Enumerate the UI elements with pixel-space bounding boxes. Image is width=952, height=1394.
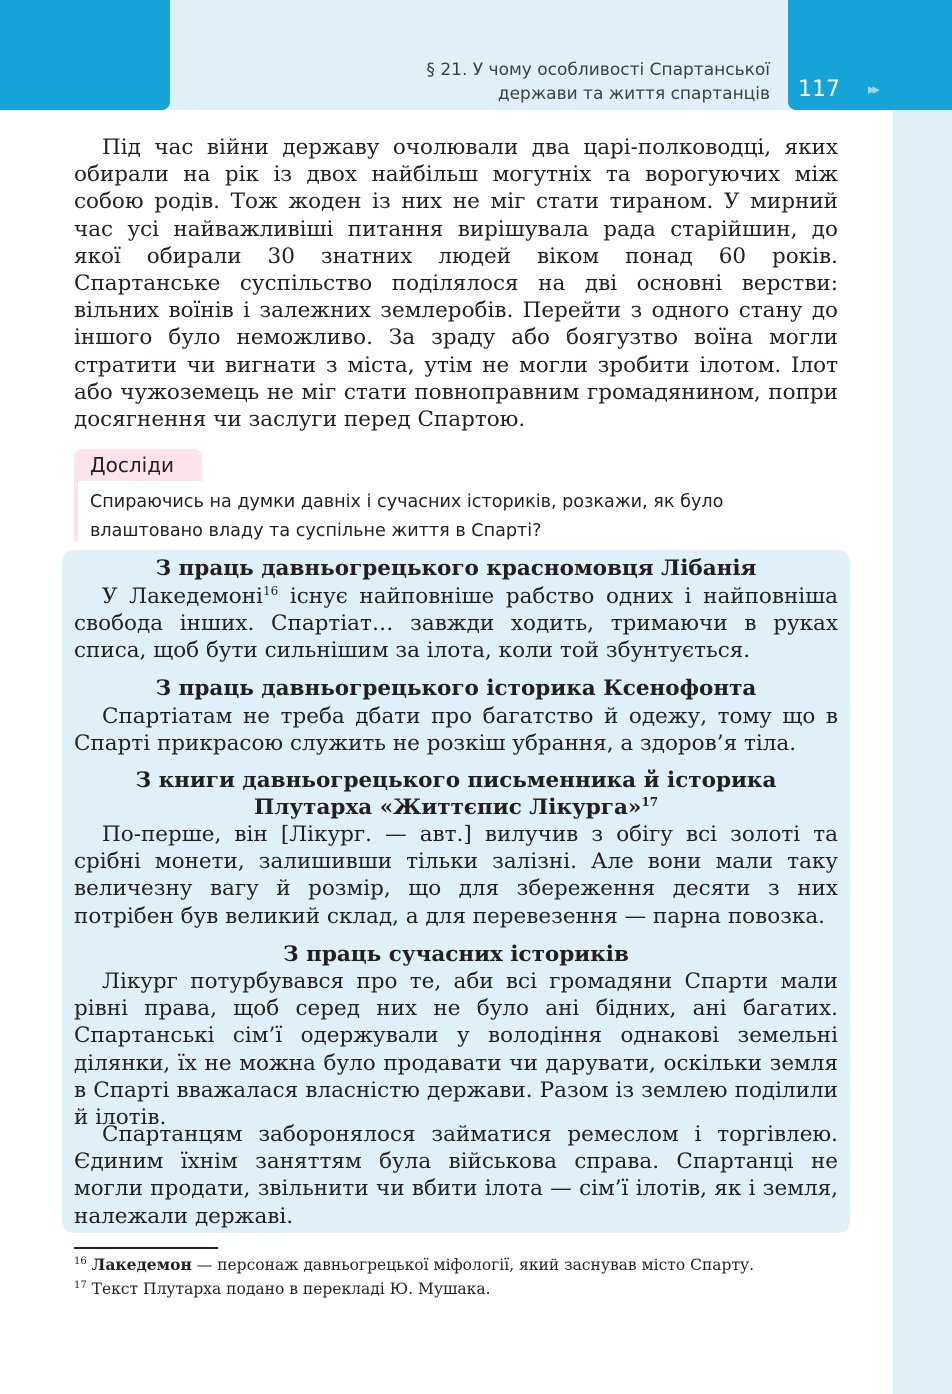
footnote-16-text: — персонаж давньогрецької міфології, який заснував місто Спарту.	[191, 1256, 755, 1274]
plutarch-heading-line2: Плутарха «Життєпис Лікурга»	[253, 795, 642, 820]
libanius-text-end: існує найповніше рабство одних і найповніша свобода інших. Спартіат… завжди ходить, тримаючи в руках списа, щоб бути сильнішим за ілота, коли той збунтується.	[74, 584, 838, 664]
explore-question: Спираючись на думки давніх і сучасних істориків, розкажи, як було влаштовано владу та суспільне життя в Спарті?	[90, 492, 724, 541]
footnote-ref-16[interactable]: 16	[262, 583, 279, 598]
source-heading-plutarch	[74, 767, 838, 821]
next-page-arrows-icon[interactable]: ▸▸	[868, 80, 878, 98]
modern-text-1: Лікург потурбувався про те, аби всі громадяни Спарти мали рівні права, щоб серед них не було ані бідних, ані багатих. Спартанські сім’ї одержували у володіння однакові земельні ділянки, їх не можна було продавати чи дарувати, оскільки земля в Спарті вважалася власністю держави. Разом із землею поділили й ілотів.	[74, 969, 838, 1131]
footnote-ref-17[interactable]: 17	[641, 794, 659, 809]
explore-side-bar	[74, 481, 78, 541]
source-text-libanius	[74, 583, 838, 665]
intro-paragraph	[74, 134, 838, 433]
xenophon-text: Спартіатам не треба дбати про багатство й одежу, тому що в Спарті прикрасою служить не розкіш убрання, а здоров’я тіла.	[74, 704, 838, 757]
explore-label: Досліди	[90, 453, 175, 477]
footnote-16-number: 16	[74, 1255, 87, 1267]
footnote-16-term: Лакедемон	[91, 1255, 192, 1274]
source-text-modern	[74, 968, 838, 1131]
section-title-line2: держави та життя спартанців	[497, 84, 770, 104]
footnote-16	[74, 1254, 754, 1276]
source-heading-libanius: З праць давньогрецького красномовця Лібанія	[155, 556, 757, 581]
section-title-line1: § 21. У чому особливості Спартанської	[426, 60, 770, 80]
page-number: 117	[798, 77, 840, 102]
plutarch-heading-line1: З книги давньогрецького письменника й історика	[135, 768, 777, 793]
plutarch-text: По-перше, він [Лікург. — авт.] вилучив з обігу всі золоті та срібні монети, залишивши тільки залізні. Але вони мали таку величезну вагу й розмір, що для збереження десяти з них потрібен був великий склад, а для перевезення — парна повозка.	[74, 822, 838, 929]
source-text-plutarch	[74, 821, 838, 930]
page-margin-strip	[893, 110, 952, 1394]
source-heading-xenophon: З праць давньогрецького історика Ксенофонта	[155, 676, 757, 701]
source-text-xenophon	[74, 703, 838, 757]
modern-text-2: Спартанцям заборонялося займатися ремеслом і торгівлею. Єдиним їхнім заняттям була військова справа. Спартанці не могли продати, звільнити чи вбити ілота — сім’ї ілотів, як і земля, належали державі.	[74, 1122, 838, 1229]
footnote-divider	[74, 1247, 218, 1249]
footnote-17-number: 17	[74, 1279, 87, 1291]
footnote-17-text: Текст Плутарха подано в перекладі Ю. Мушака.	[91, 1280, 491, 1298]
footnote-17	[74, 1278, 491, 1300]
libanius-text-start: У Лакедемоні	[102, 584, 263, 609]
intro-text: Під час війни державу очолювали два царі-полководці, яких обирали на рік із двох найбільш могутніх та ворогуючих між собою родів. Тож жоден із них не міг стати тираном. У мирний час усі найважливіші питання вирішувала рада старійшин, до якої обирали 30 знатних людей віком понад 60 років. Спартанське суспільство поділялося на дві основні верстви: вільних воїнів і залежних землеробів. Перейти з одного стану до іншого було неможливо. За зраду або боягузтво воїна могли стратити чи вигнати з міста, утім не могли зробити ілотом. Ілот або чужоземець не міг стати повноправним громадянином, попри досягнення чи заслуги перед Спартою.	[74, 135, 838, 433]
source-heading-modern: З праць сучасних істориків	[283, 942, 629, 967]
closing-paragraph	[74, 1121, 838, 1230]
section-title	[426, 58, 770, 106]
header-left-bar	[0, 0, 170, 110]
